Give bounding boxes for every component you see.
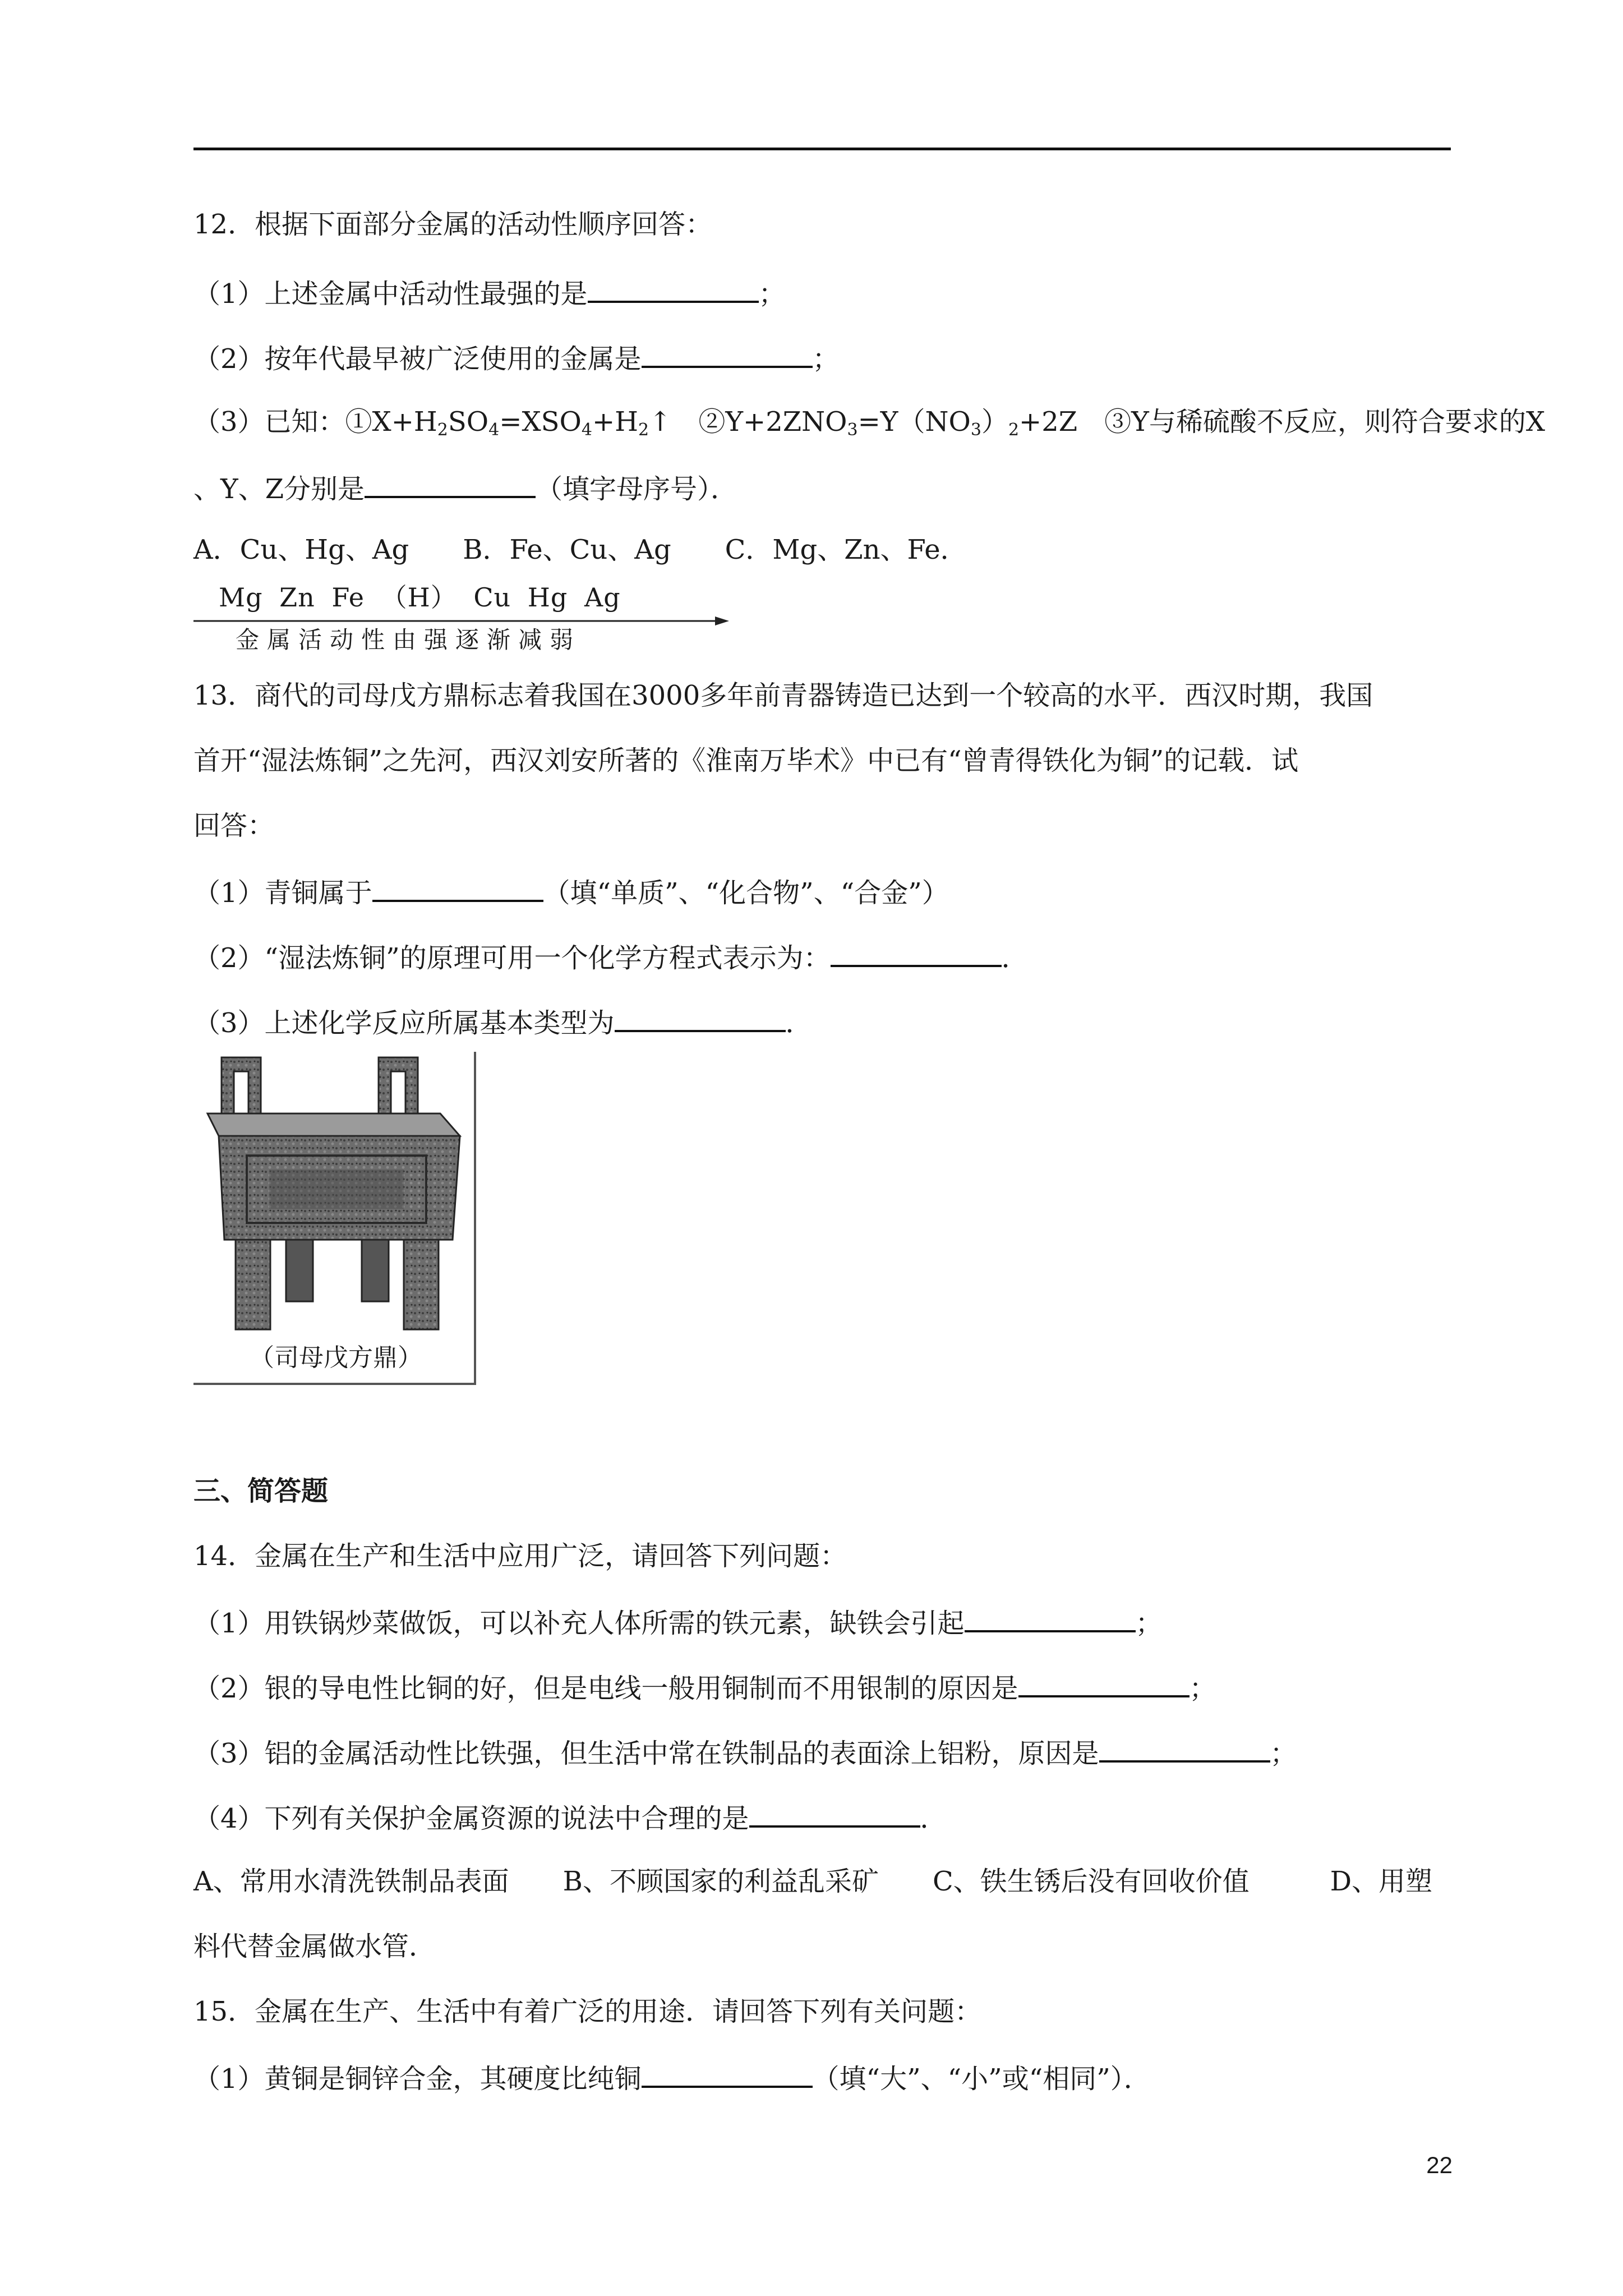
page-number: 22 [1426, 2152, 1453, 2178]
q12-sub3-continued: 、Y、Z分别是 （填字母序号）． [193, 470, 1455, 506]
series-caption: 金属活动性由强逐渐减弱 [236, 626, 582, 654]
q14-sub3: （3）铝的金属活动性比铁强，但生活中常在铁制品的表面涂上铝粉，原因是 ； [193, 1734, 1455, 1770]
q15-sub1: （1）黄铜是铜锌合金，其硬度比纯铜 （填“大”、“小”或“相同”）． [193, 2060, 1455, 2096]
q14-sub4: （4）下列有关保护金属资源的说法中合理的是 ． [193, 1800, 1455, 1835]
answer-blank[interactable] [642, 340, 813, 368]
answer-blank[interactable] [831, 939, 1002, 967]
q12-sub2: （2）按年代最早被广泛使用的金属是 ； [193, 340, 1455, 376]
q14-sub1: （1）用铁锅炒菜做饭，可以补充人体所需的铁元素，缺铁会引起 ； [193, 1604, 1455, 1640]
q12-sub1: （1）上述金属中活动性最强的是 ； [193, 275, 1455, 311]
answer-blank[interactable] [1099, 1734, 1270, 1763]
series-arrow-icon [193, 615, 729, 627]
answer-blank[interactable] [615, 1004, 786, 1032]
answer-blank[interactable] [588, 275, 759, 303]
answer-blank[interactable] [749, 1800, 920, 1828]
q14-sub2: （2）银的导电性比铜的好，但是电线一般用铜制而不用银制的原因是 ； [193, 1669, 1455, 1705]
series-metals: Mg Zn Fe （H） Cu Hg Ag [219, 582, 621, 613]
q15-title: 15．金属在生产、生活中有着广泛的用途．请回答下列有关问题： [193, 1996, 982, 2027]
bronze-ding-icon [193, 1052, 474, 1338]
q13-line1: 13．商代的司母戊方鼎标志着我国在3000多年前青器铸造已达到一个较高的水平．西汉时期，我国 [193, 680, 1373, 711]
answer-blank[interactable] [1018, 1669, 1189, 1697]
simuwu-ding-image [193, 1052, 476, 1385]
q12-title: 12．根据下面部分金属的活动性顺序回答： [193, 209, 713, 240]
q13-sub1: （1）青铜属于 （填“单质”、“化合物”、“合金”） [193, 874, 1455, 910]
q13-line2: 首开“湿法炼铜”之先河，西汉刘安所著的《淮南万毕术》中已有“曾青得铁化为铜”的记载．试 [193, 745, 1299, 776]
answer-blank[interactable] [642, 2060, 813, 2088]
answer-blank[interactable] [372, 874, 543, 902]
image-caption: （司母戊方鼎） [250, 1343, 422, 1372]
q12-options: A．Cu、Hg、Ag B．Fe、Cu、Ag C．Mg、Zn、Fe． [193, 534, 967, 565]
q13-sub2: （2）“湿法炼铜”的原理可用一个化学方程式表示为： ． [193, 939, 1455, 975]
q12-sub3: （3）已知：$①X+H_2SO_4=XSO_4+H_2↑$ $②Y+2ZNO_3=Y(NO_3)_2+2Z$ ③Y与稀硫酸不反应，则符合要求的X [193, 406, 1546, 440]
activity-series-diagram [193, 581, 729, 654]
answer-blank[interactable] [965, 1604, 1136, 1632]
q14-options-line1: A、常用水清洗铁制品表面 B、不顾国家的利益乱采矿 C、铁生锈后没有回收价值 D、用塑 [193, 1866, 1433, 1897]
q13-line3: 回答： [193, 810, 275, 841]
section-heading: 三、简答题 [193, 1475, 329, 1507]
q13-sub3: （3）上述化学反应所属基本类型为 ． [193, 1004, 1455, 1040]
q14-title: 14．金属在生产和生活中应用广泛，请回答下列问题： [193, 1540, 847, 1572]
header-rule [193, 148, 1451, 150]
q14-options-line2: 料代替金属做水管． [193, 1931, 436, 1962]
answer-blank[interactable] [365, 470, 536, 498]
